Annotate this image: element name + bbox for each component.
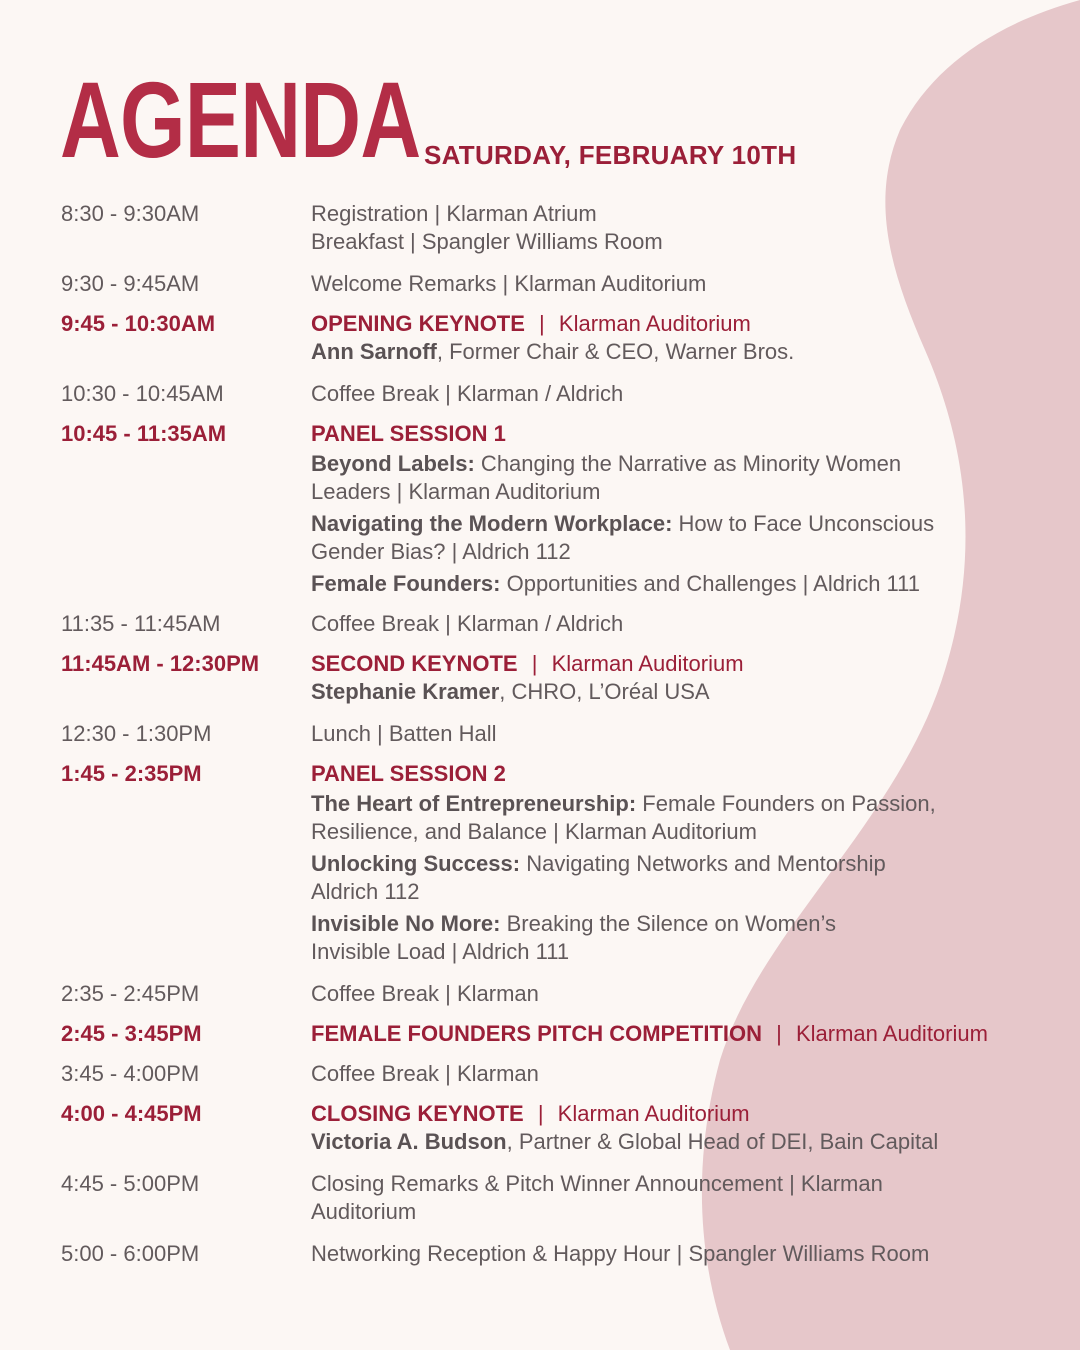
time-slot: 11:35 - 11:45AM bbox=[61, 611, 221, 636]
panel-session bbox=[311, 450, 1051, 506]
speaker-role: , Partner & Global Head of DEI, Bain Capital bbox=[506, 1129, 939, 1154]
panel-text: Invisible Load | Aldrich 111 bbox=[311, 939, 570, 964]
panel-title: Invisible No More: bbox=[311, 911, 501, 936]
speaker-role: , Former Chair & CEO, Warner Bros. bbox=[436, 339, 795, 364]
panel-text: Leaders | Klarman Auditorium bbox=[311, 479, 601, 504]
session-heading: PANEL SESSION 2 bbox=[311, 761, 506, 786]
panel-text: Aldrich 112 bbox=[311, 879, 420, 904]
agenda-description bbox=[311, 980, 1051, 1008]
separator: | bbox=[776, 1021, 782, 1046]
agenda-description bbox=[311, 1170, 1051, 1226]
agenda-line: Networking Reception & Happy Hour | Spangler Williams Room bbox=[311, 1241, 930, 1266]
speaker-name: Victoria A. Budson bbox=[311, 1129, 507, 1154]
agenda-line: Lunch | Batten Hall bbox=[311, 721, 497, 746]
time-slot: 11:45AM - 12:30PM bbox=[61, 651, 260, 676]
time-slot: 5:00 - 6:00PM bbox=[61, 1241, 200, 1266]
session-heading: SECOND KEYNOTE bbox=[311, 651, 518, 676]
session-heading: FEMALE FOUNDERS PITCH COMPETITION bbox=[311, 1021, 762, 1046]
panel-text: Navigating Networks and Mentorship bbox=[520, 851, 886, 876]
panel-title: Beyond Labels: bbox=[311, 451, 475, 476]
time-slot: 9:45 - 10:30AM bbox=[61, 311, 216, 336]
agenda-line: Coffee Break | Klarman / Aldrich bbox=[311, 381, 624, 406]
agenda-description bbox=[311, 270, 1051, 298]
separator: | bbox=[531, 651, 538, 676]
agenda-line: Auditorium bbox=[311, 1199, 417, 1224]
panel-text: How to Face Unconscious bbox=[672, 511, 935, 536]
session-heading: CLOSING KEYNOTE bbox=[311, 1101, 524, 1126]
time-slot: 12:30 - 1:30PM bbox=[61, 721, 212, 746]
agenda-line: Welcome Remarks | Klarman Auditorium bbox=[311, 271, 707, 296]
agenda-description bbox=[311, 420, 1051, 598]
time-slot: 10:45 - 11:35AM bbox=[61, 421, 227, 446]
time-slot: 9:30 - 9:45AM bbox=[61, 271, 200, 296]
agenda-description bbox=[311, 720, 1051, 748]
agenda-description bbox=[311, 1060, 1051, 1088]
agenda-description bbox=[311, 1020, 1051, 1048]
time-slot: 2:45 - 3:45PM bbox=[61, 1021, 202, 1046]
time-slot: 8:30 - 9:30AM bbox=[61, 201, 200, 226]
panel-text: Changing the Narrative as Minority Women bbox=[474, 451, 902, 476]
panel-text: Gender Bias? | Aldrich 112 bbox=[311, 539, 571, 564]
agenda-line: Coffee Break | Klarman bbox=[311, 981, 539, 1006]
time-slot: 3:45 - 4:00PM bbox=[61, 1061, 200, 1086]
agenda-description bbox=[311, 610, 1051, 638]
agenda-line: Coffee Break | Klarman / Aldrich bbox=[311, 611, 624, 636]
agenda-description bbox=[311, 310, 1051, 366]
time-slot: 1:45 - 2:35PM bbox=[61, 761, 202, 786]
agenda-description bbox=[311, 380, 1051, 408]
speaker-role: , CHRO, L’Oréal USA bbox=[499, 679, 710, 704]
time-slot: 10:30 - 10:45AM bbox=[61, 381, 224, 406]
panel-title: Navigating the Modern Workplace: bbox=[311, 511, 673, 536]
agenda-description bbox=[311, 650, 1051, 706]
agenda-description bbox=[311, 200, 1051, 256]
panel-title: The Heart of Entrepreneurship: bbox=[311, 791, 637, 816]
session-location: Klarman Auditorium bbox=[551, 651, 744, 676]
session-heading: OPENING KEYNOTE bbox=[311, 311, 525, 336]
panel-title: Unlocking Success: bbox=[311, 851, 521, 876]
panel-text: Resilience, and Balance | Klarman Auditorium bbox=[311, 819, 757, 844]
session-location: Klarman Auditorium bbox=[558, 311, 751, 336]
panel-session bbox=[311, 790, 1051, 846]
speaker-name: Stephanie Kramer bbox=[311, 679, 500, 704]
time-slot: 2:35 - 2:45PM bbox=[61, 981, 200, 1006]
session-heading: PANEL SESSION 1 bbox=[311, 421, 506, 446]
agenda-line: Coffee Break | Klarman bbox=[311, 1061, 539, 1086]
session-location: Klarman Auditorium bbox=[557, 1101, 750, 1126]
session-location: Klarman Auditorium bbox=[795, 1021, 988, 1046]
agenda-line: Registration | Klarman Atrium bbox=[311, 201, 597, 226]
agenda-line: Closing Remarks & Pitch Winner Announcement | Klarman bbox=[311, 1171, 883, 1196]
separator: | bbox=[537, 1101, 544, 1126]
agenda-description bbox=[311, 760, 1051, 966]
time-slot: 4:45 - 5:00PM bbox=[61, 1171, 200, 1196]
panel-title: Female Founders: bbox=[311, 571, 501, 596]
agenda-line: Breakfast | Spangler Williams Room bbox=[311, 229, 663, 254]
page-title: AGENDA bbox=[60, 59, 421, 180]
panel-text: Female Founders on Passion, bbox=[636, 791, 936, 816]
speaker-name: Ann Sarnoff bbox=[311, 339, 437, 364]
event-date: SATURDAY, FEBRUARY 10TH bbox=[424, 140, 797, 170]
agenda-description bbox=[311, 1240, 1051, 1268]
panel-session bbox=[311, 570, 1051, 598]
panel-text: Breaking the Silence on Women’s bbox=[500, 911, 836, 936]
panel-text: Opportunities and Challenges | Aldrich 111 bbox=[500, 571, 920, 596]
time-slot: 4:00 - 4:45PM bbox=[61, 1101, 202, 1126]
separator: | bbox=[539, 311, 545, 336]
panel-session bbox=[311, 910, 1051, 966]
panel-session bbox=[311, 510, 1051, 566]
agenda-description bbox=[311, 1100, 1051, 1156]
panel-session bbox=[311, 850, 1051, 906]
